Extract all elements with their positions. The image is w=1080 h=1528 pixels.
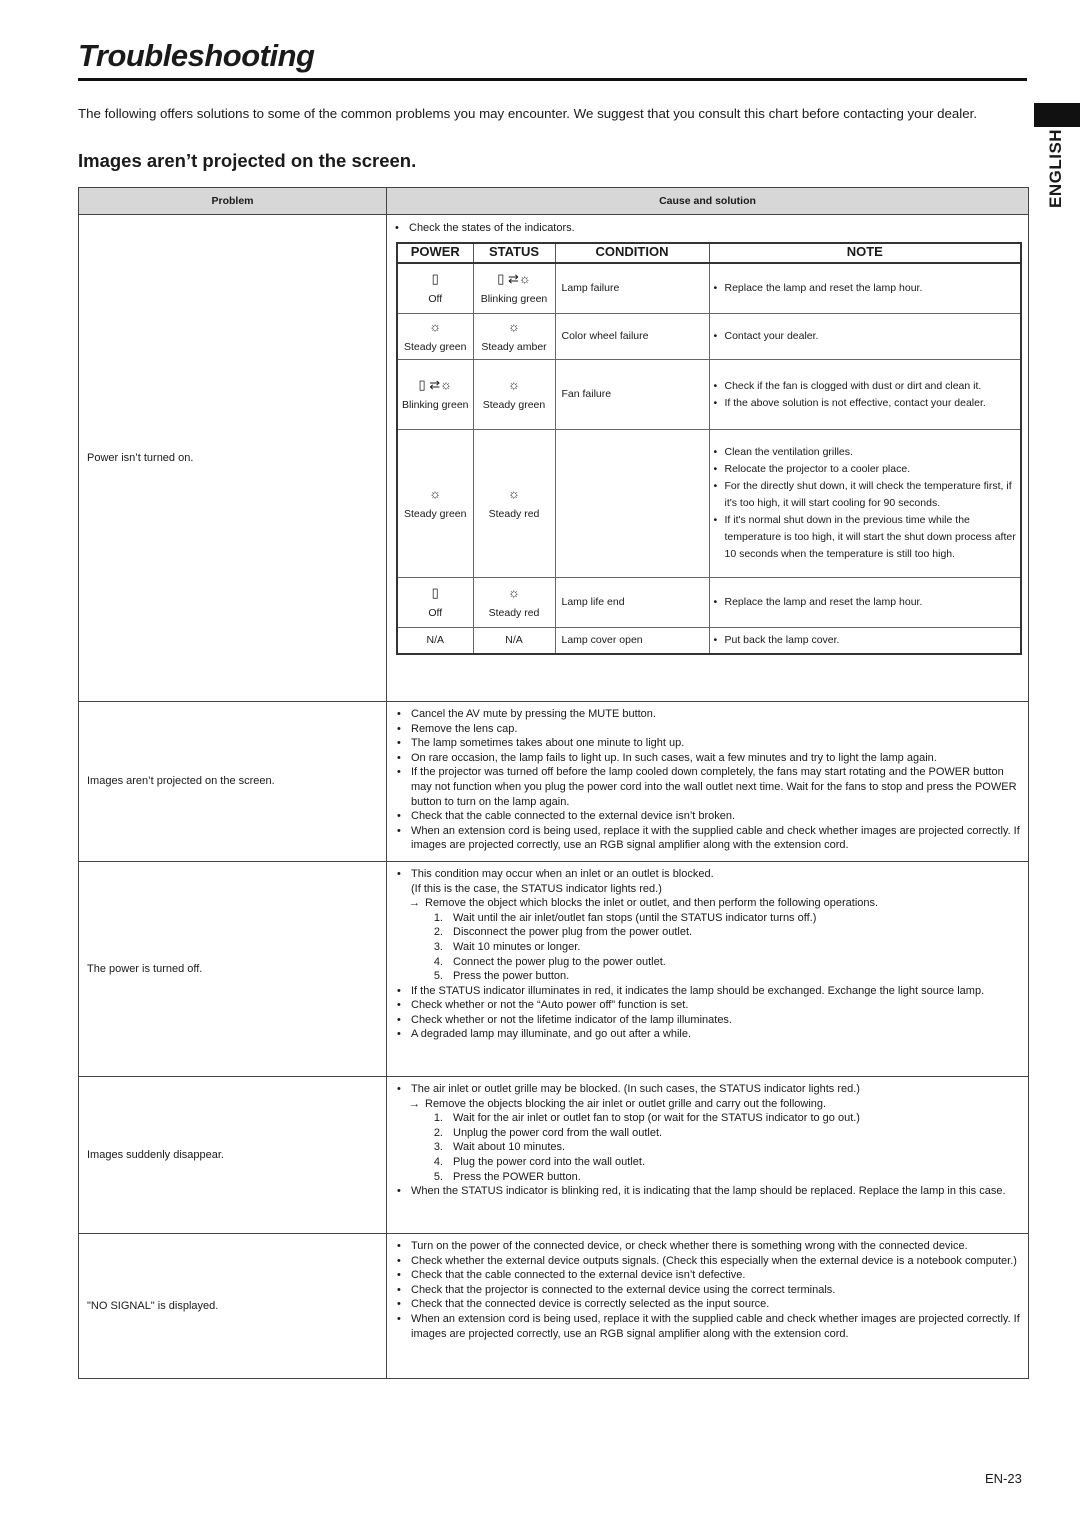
list-item: • If the projector was turned off before the lamp cooled down completely, the fans may start rotating and the POWER button may not function when you plug the power cord into the wall outlet next time. Wait for the fans to stop and press the POWER button to turn on the lamp again. xyxy=(397,766,1017,808)
indicator-lit-icon: ☼ xyxy=(508,377,520,393)
solution-cell xyxy=(387,1233,1029,1378)
list-item: 1. Wait until the air inlet/outlet fan stops (until the STATUS indicator turns off.) xyxy=(433,911,817,924)
header-cause: Cause and solution xyxy=(387,188,1029,215)
list-item: 1. Wait for the air inlet or outlet fan to stop (or wait for the STATUS indicator to go out.) xyxy=(433,1112,860,1125)
indicator-header-status: STATUS xyxy=(473,243,555,263)
list-item: • On rare occasion, the lamp fails to light up. In such cases, wait a few minutes and try to light the lamp again. xyxy=(397,751,937,764)
list-item: → Remove the objects blocking the air inlet or outlet grille and carry out the following. xyxy=(409,1097,827,1110)
indicator-header-power: POWER xyxy=(397,243,473,263)
list-item: • A degraded lamp may illuminate, and go out after a while. xyxy=(397,1028,692,1041)
section-heading: Images aren’t projected on the screen. xyxy=(78,150,417,171)
language-tab-marker xyxy=(1034,103,1080,127)
language-tab-label: ENGLISH xyxy=(1046,128,1065,208)
list-item: • Check that the cable connected to the external device isn’t defective. xyxy=(397,1269,746,1282)
list-item: • If the STATUS indicator illuminates in red, it indicates the lamp should be exchanged. Exchange the light source lamp. xyxy=(397,984,985,997)
indicator-lit-icon: ☼ xyxy=(508,585,520,601)
list-item: 5. Press the POWER button. xyxy=(433,1170,581,1183)
arrow-icon: → xyxy=(409,897,420,910)
list-item: • Turn on the power of the connected device, or check whether there is something wrong with the connected device. xyxy=(397,1239,968,1252)
solution-cell xyxy=(387,215,1029,702)
list-item: • Check whether or not the lifetime indicator of the lamp illuminates. xyxy=(397,1013,732,1026)
table-row xyxy=(79,1233,1029,1378)
indicator-row: ▯ Off ☼ Steady red Lamp life end • Replace the lamp and reset the lamp hour. xyxy=(397,578,1021,628)
list-item: 3. Wait 10 minutes or longer. xyxy=(433,940,581,953)
list-item: • This condition may occur when an inlet or an outlet is blocked. (If this is the case, the STATUS indicator lights red.) xyxy=(397,867,714,895)
table-row xyxy=(79,215,1029,702)
solution-cell xyxy=(387,1076,1029,1233)
arrow-icon: → xyxy=(409,1097,420,1110)
indicator-off-icon: ▯ xyxy=(431,585,439,601)
list-item: • When the STATUS indicator is blinking red, it is indicating that the lamp should be replaced. Replace the lamp in this case. xyxy=(397,1185,1006,1198)
list-item: • The lamp sometimes takes about one minute to light up. xyxy=(397,737,685,750)
indicator-row: ☼ Steady green ☼ Steady amber Color wheel failure • Contact your dealer. xyxy=(397,314,1021,360)
intro-paragraph: The following offers solutions to some of the common problems you may encounter. We suggest that you consult this chart before contacting your dealer. xyxy=(78,106,978,121)
indicator-table xyxy=(396,242,1022,656)
problem-cell: Images aren’t projected on the screen. xyxy=(79,702,387,862)
indicator-header-note: NOTE xyxy=(709,243,1021,263)
indicator-row: N/A N/A Lamp cover open • Put back the lamp cover. xyxy=(397,628,1021,655)
indicator-lit-icon: ☼ xyxy=(429,486,442,502)
header-problem: Problem xyxy=(79,188,387,215)
list-item: 5. Press the power button. xyxy=(433,970,570,983)
list-item: 2. Unplug the power cord from the wall outlet. xyxy=(433,1126,663,1139)
problem-cell: "NO SIGNAL" is displayed. xyxy=(79,1233,387,1378)
list-item: • When an extension cord is being used, replace it with the supplied cable and check whether images are projected correctly. If images are projected correctly, use an RGB signal amplifier along with the extension cord. xyxy=(397,1312,1020,1340)
list-item: • Check that the projector is connected to the external device using the correct terminals. xyxy=(397,1283,836,1296)
list-item: • Check that the cable connected to the external device isn’t broken. xyxy=(397,810,736,823)
table-row xyxy=(79,702,1029,862)
list-item: • When an extension cord is being used, replace it with the supplied cable and check whether images are projected correctly. If images are projected correctly, use an RGB signal amplifier along with the extension cord. xyxy=(397,824,1020,852)
list-item: 3. Wait about 10 minutes. xyxy=(433,1141,566,1154)
problem-cell: The power is turned off. xyxy=(79,861,387,1076)
title-underline xyxy=(78,78,1027,81)
indicator-row: ▯ ⇄☼ Blinking green ☼ Steady green Fan failure • Check if the fan is clogged with dust or dirt and clean it. • If the above solution is not effective, contact your dealer. xyxy=(397,360,1021,430)
page-title: Troubleshooting xyxy=(78,38,315,73)
indicator-blinking-icon: ▯ ⇄☼ xyxy=(497,271,531,287)
list-item: • Cancel the AV mute by pressing the MUTE button. xyxy=(397,708,656,720)
indicator-lit-icon: ☼ xyxy=(508,319,520,335)
list-item: • Remove the lens cap. xyxy=(397,722,518,735)
list-item: • Check whether or not the “Auto power off” function is set. xyxy=(397,999,689,1012)
list-item: 4. Plug the power cord into the wall outlet. xyxy=(433,1155,646,1168)
list-item: → Remove the object which blocks the inlet or outlet, and then perform the following operations. xyxy=(409,897,879,910)
table-row xyxy=(79,1076,1029,1233)
list-item: • Check that the connected device is correctly selected as the input source. xyxy=(397,1298,770,1311)
indicator-off-icon: ▯ xyxy=(431,271,439,287)
list-item: • Check whether the external device outputs signals. (Check this especially when the external device is a notebook computer.) xyxy=(397,1254,1017,1267)
table-row xyxy=(79,861,1029,1076)
problem-cell: Power isn’t turned on. xyxy=(79,215,387,702)
troubleshooting-table xyxy=(78,187,1029,1379)
indicator-row: ☼ Steady green ☼ Steady red • Clean the ventilation grilles. • Relocate the projector to a cooler place. • For the directly shut down, it will check the temperature first, if it's too high, it will start cooling for 90 seconds. • If it's normal shut down in the previous time while the temperature is too high, it will start the shut down process after 10 seconds when the temperature is still too high. xyxy=(397,430,1021,578)
indicator-row: ▯ Off ▯ ⇄☼ Blinking green Lamp failure • Replace the lamp and reset the lamp hour. xyxy=(397,263,1021,314)
solution-cell xyxy=(387,702,1029,862)
solution-cell xyxy=(387,861,1029,1076)
indicator-lit-icon: ☼ xyxy=(508,486,520,502)
indicator-lit-icon: ☼ xyxy=(429,319,442,335)
list-item: 2. Disconnect the power plug from the power outlet. xyxy=(433,926,693,939)
indicator-blinking-icon: ▯ ⇄☼ xyxy=(418,377,453,393)
list-item: • Check the states of the indicators. xyxy=(395,222,575,234)
indicator-header-condition: CONDITION xyxy=(555,243,709,263)
problem-cell: Images suddenly disappear. xyxy=(79,1076,387,1233)
page-number: EN-23 xyxy=(985,1471,1022,1486)
list-item: • The air inlet or outlet grille may be blocked. (In such cases, the STATUS indicator lights red.) xyxy=(397,1082,860,1095)
list-item: 4. Connect the power plug to the power outlet. xyxy=(433,955,666,968)
